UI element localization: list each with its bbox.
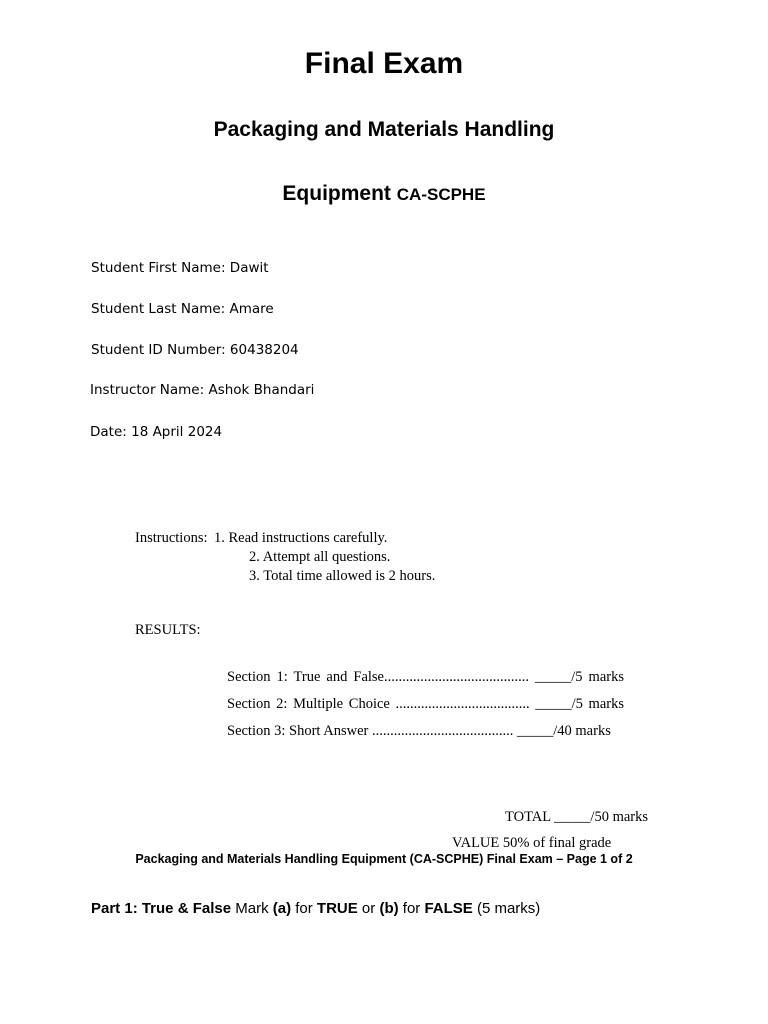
part1-true-word: TRUE bbox=[316, 900, 358, 917]
student-id-number: Student ID Number: 60438204 bbox=[91, 342, 299, 358]
course-title-line1: Packaging and Materials Handling bbox=[213, 118, 555, 141]
exam-date: Date: 18 April 2024 bbox=[90, 424, 223, 440]
instructions-label: Instructions: bbox=[135, 530, 208, 546]
part1-text-or: or bbox=[357, 900, 380, 917]
part1-marks: (5 marks) bbox=[472, 900, 541, 917]
exam-title: Final Exam bbox=[304, 47, 464, 80]
part1-text-mark: Mark bbox=[231, 900, 273, 917]
course-title-line2 bbox=[0, 180, 768, 209]
course-code: CA-SCPHE bbox=[396, 185, 486, 204]
page-footer: Packaging and Materials Handling Equipment (CA-SCPHE) Final Exam – Page 1 of 2 bbox=[135, 852, 633, 866]
results-sections: Section 1: True and False........................................ _____/5 marks Section 2: Multiple Choice ..................................... _____/5 marks Section 3: Short Answer ....................................... _____/40 marks bbox=[227, 669, 624, 739]
part1-title: Part 1: True & False bbox=[91, 900, 232, 917]
instruction-item-1: 1. Read instructions carefully. bbox=[214, 530, 388, 546]
part1-text-for-2: for bbox=[398, 900, 425, 917]
part1-text-for-1: for bbox=[291, 900, 317, 917]
instruction-item-3: 3. Total time allowed is 2 hours. bbox=[249, 568, 436, 584]
results-value: VALUE 50% of final grade bbox=[452, 835, 612, 851]
results-total: TOTAL _____/50 marks bbox=[505, 809, 649, 825]
student-first-name: Student First Name: Dawit bbox=[91, 260, 269, 276]
course-title-equipment: Equipment bbox=[282, 182, 391, 205]
part1-false-word: FALSE bbox=[424, 900, 473, 917]
instruction-item-2: 2. Attempt all questions. bbox=[249, 549, 391, 565]
results-label: RESULTS: bbox=[135, 622, 201, 638]
part1-heading bbox=[91, 899, 540, 919]
part1-option-a: (a) bbox=[272, 900, 292, 917]
student-last-name: Student Last Name: Amare bbox=[91, 301, 274, 317]
part1-option-b: (b) bbox=[379, 900, 399, 917]
instructor-name: Instructor Name: Ashok Bhandari bbox=[90, 382, 315, 398]
